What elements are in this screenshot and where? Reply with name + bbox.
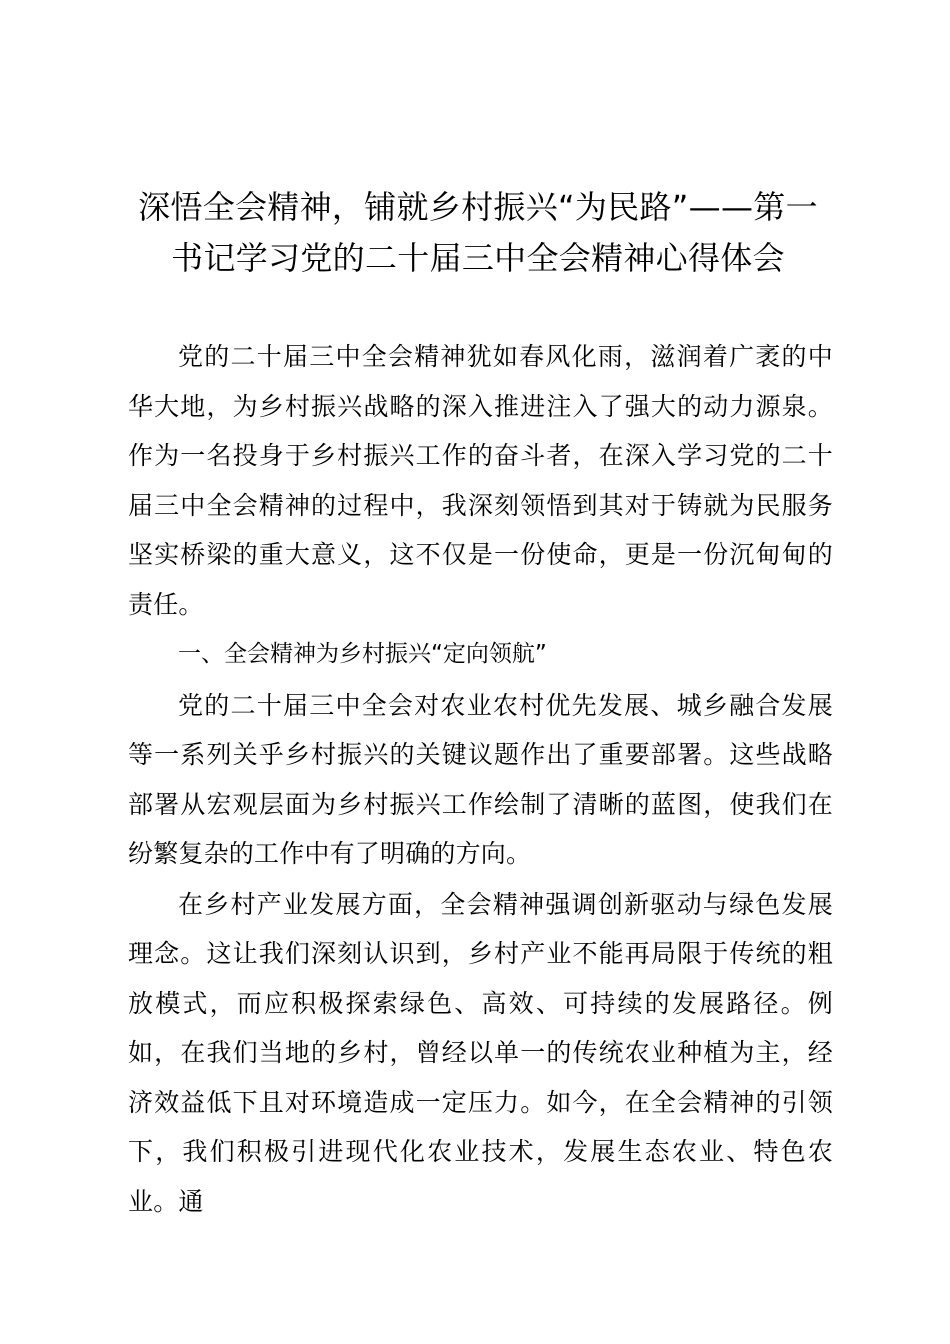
body-paragraph: 在乡村产业发展方面，全会精神强调创新驱动与绿色发展理念。这让我们深刻认识到，乡村产业不能再局限于传统的粗放模式，而应积极探索绿色、高效、可持续的发展路径。例如，在我们当地的乡村，曾经以单一的传统农业种植为主，经济效益低下且对环境造成一定压力。如今，在全会精神的引领下，我们积极引进现代化农业技术，发展生态农业、特色农业。通	[128, 889, 833, 1216]
document-title: 深悟全会精神，铺就乡村振兴“为民路”——第一书记学习党的二十届三中全会精神心得体会	[138, 188, 818, 277]
body-paragraph: 党的二十届三中全会对农业农村优先发展、城乡融合发展等一系列关乎乡村振兴的关键议题作出了重要部署。这些战略部署从宏观层面为乡村振兴工作绘制了清晰的蓝图，使我们在纷繁复杂的工作中有了明确的方向。	[128, 690, 833, 868]
body-paragraph: 党的二十届三中全会精神犹如春风化雨，滋润着广袤的中华大地，为乡村振兴战略的深入推进注入了强大的动力源泉。作为一名投身于乡村振兴工作的奋斗者，在深入学习党的二十届三中全会精神的过程中，我深刻领悟到其对于铸就为民服务坚实桥梁的重大意义，这不仅是一份使命，更是一份沉甸甸的责任。	[128, 342, 833, 619]
document-body	[128, 332, 833, 1227]
section-heading: 一、全会精神为乡村振兴“定向领航”	[178, 641, 547, 667]
